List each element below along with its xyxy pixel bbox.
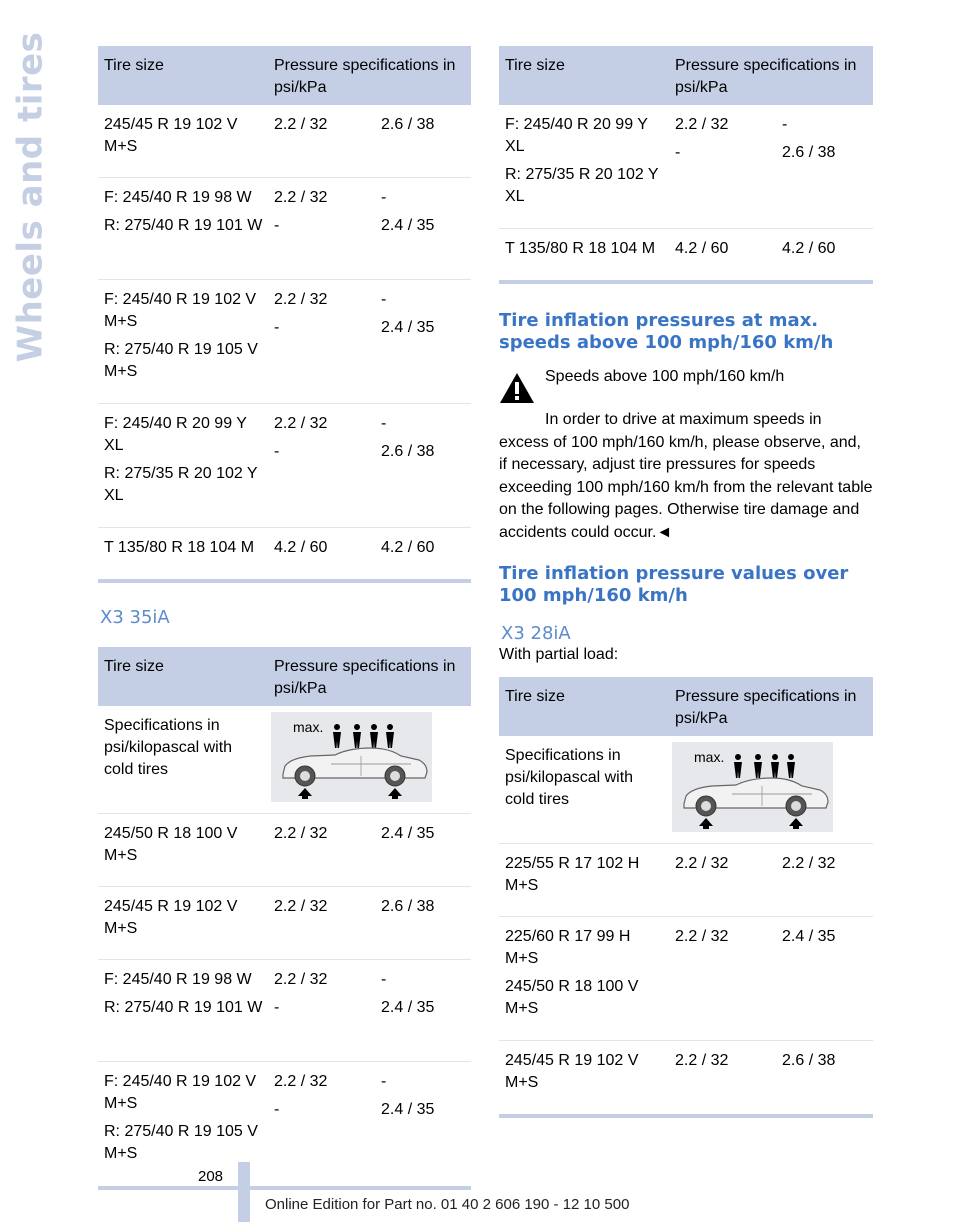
rear-pressure-cell [369, 404, 471, 527]
rear-pressure-cell [369, 960, 471, 1061]
tire-size-value: 245/50 R 18 100 V M+S [505, 977, 639, 1017]
tire-size-value: F: 245/40 R 20 99 Y XL [505, 116, 648, 155]
max-load-label: max. [293, 719, 324, 735]
front-pressure-cell [265, 1062, 369, 1186]
tire-size-cell [98, 814, 265, 886]
table-row [499, 1041, 873, 1114]
tire-size-cell [98, 178, 265, 279]
rear-pressure-cell [369, 105, 471, 177]
chapter-side-title [4, 31, 56, 363]
header-tire-size: Tire size [505, 57, 565, 74]
tire-table-x3-28ia [499, 677, 873, 1118]
table-row [98, 887, 471, 960]
rear-pressure-cell [770, 1041, 873, 1114]
tire-size-value: 245/50 R 18 100 V M+S [104, 825, 238, 864]
table-row [98, 528, 471, 579]
tire-size-cell [98, 105, 265, 177]
car-load-diagram [672, 742, 833, 832]
front-pressure-value: - [274, 999, 280, 1016]
rear-pressure-value: 2.4 / 35 [381, 999, 435, 1016]
rear-pressure-value: - [381, 415, 387, 432]
header-pressure: Pressure specifications in psi/kPa [675, 687, 857, 727]
right-column [499, 46, 873, 1118]
front-pressure-cell [265, 178, 369, 279]
front-pressure-cell [265, 960, 369, 1061]
warning-triangle-icon [499, 366, 545, 409]
rear-pressure-value: 2.4 / 35 [381, 319, 435, 336]
front-pressure-value: 2.2 / 32 [274, 189, 328, 206]
tire-size-value: R: 275/40 R 19 101 W [104, 217, 263, 234]
front-pressure-value: 2.2 / 32 [675, 1051, 729, 1069]
front-pressure-value: 4.2 / 60 [675, 240, 729, 257]
table-end-rule [98, 579, 471, 583]
left-column [98, 46, 471, 1190]
rear-pressure-value: 2.6 / 38 [782, 144, 836, 161]
load-caption: With partial load: [499, 645, 619, 663]
front-pressure-value: - [274, 217, 280, 234]
table-body [98, 814, 471, 1186]
header-tire-size: Tire size [104, 57, 164, 74]
table-row [499, 917, 873, 1041]
tire-size-value: F: 245/40 R 19 102 V M+S [104, 1073, 257, 1112]
front-pressure-cell [666, 1041, 770, 1114]
table-row [98, 1062, 471, 1186]
front-pressure-value: 2.2 / 32 [274, 971, 328, 988]
front-pressure-cell [666, 229, 770, 280]
table-row [499, 229, 873, 280]
tire-size-value: 245/45 R 19 102 V M+S [505, 1051, 639, 1091]
max-load-label: max. [694, 748, 725, 765]
front-pressure-value: 2.2 / 32 [675, 927, 729, 945]
occupant-icons [734, 754, 795, 778]
front-pressure-value: 2.2 / 32 [274, 116, 328, 133]
front-pressure-value: 4.2 / 60 [274, 539, 328, 556]
front-pressure-cell [265, 105, 369, 177]
table-row [499, 844, 873, 917]
model-heading-x3-35ia: X3 35iA [100, 607, 170, 628]
rear-pressure-cell [770, 844, 873, 916]
table-row [499, 105, 873, 229]
header-pressure: Pressure specifications in psi/kPa [274, 658, 456, 697]
rear-pressure-value: 4.2 / 60 [381, 539, 435, 556]
tire-size-value: 245/45 R 19 102 V M+S [104, 898, 238, 937]
tire-size-cell [98, 887, 265, 959]
rear-pressure-cell [369, 1062, 471, 1186]
front-pressure-value: - [274, 443, 280, 460]
table-body [499, 844, 873, 1114]
tire-table-x3-35ia [98, 647, 471, 1190]
table-row [98, 960, 471, 1062]
table-end-rule [499, 280, 873, 284]
table-end-rule [499, 1114, 873, 1118]
model-heading-x3-28ia: X3 28iA [501, 622, 571, 644]
tire-size-value: F: 245/40 R 20 99 Y XL [104, 415, 247, 454]
table-header [98, 647, 471, 706]
header-tire-size: Tire size [505, 687, 565, 705]
table-end-rule [98, 1186, 471, 1190]
table-header [499, 46, 873, 105]
car-load-image-cell [265, 706, 471, 813]
tire-size-cell [499, 1041, 666, 1114]
tire-size-cell [499, 844, 666, 916]
rear-pressure-value: 2.6 / 38 [381, 116, 435, 133]
car-load-diagram [271, 712, 432, 802]
front-pressure-value: 2.2 / 32 [274, 1073, 328, 1090]
rear-pressure-value: 2.2 / 32 [782, 854, 836, 872]
rear-pressure-cell [369, 887, 471, 959]
table-body [98, 105, 471, 579]
tire-size-cell [499, 229, 666, 280]
rear-pressure-value: - [381, 1073, 387, 1090]
tire-size-value: T 135/80 R 18 104 M [104, 539, 255, 556]
warning-title: Speeds above 100 mph/160 km/h [545, 368, 785, 385]
rear-pressure-value: 4.2 / 60 [782, 240, 836, 257]
rear-pressure-cell [369, 814, 471, 886]
front-pressure-cell [265, 528, 369, 579]
front-pressure-cell [265, 280, 369, 403]
section-heading-max-speeds: Tire inflation pressures at max. speeds above 100 mph/160 km/h [499, 310, 834, 353]
rear-pressure-cell [770, 917, 873, 1040]
tire-table-continued [98, 46, 471, 583]
tire-size-value: F: 245/40 R 19 98 W [104, 971, 252, 988]
occupant-icons [333, 724, 394, 748]
section-heading-values: Tire inflation pressure values over 100 mph/160 km/h [499, 562, 849, 606]
rear-pressure-value: 2.6 / 38 [782, 1051, 836, 1069]
front-pressure-value: 2.2 / 32 [274, 291, 328, 308]
front-pressure-cell [666, 844, 770, 916]
rear-pressure-value: 2.4 / 35 [782, 927, 836, 945]
front-pressure-value: - [675, 144, 681, 161]
tire-size-value: R: 275/40 R 19 105 V M+S [104, 1123, 258, 1162]
rear-pressure-value: - [381, 971, 387, 988]
rear-pressure-value: 2.6 / 38 [381, 898, 435, 915]
front-pressure-value: 2.2 / 32 [675, 116, 729, 133]
front-pressure-value: 2.2 / 32 [274, 415, 328, 432]
header-tire-size: Tire size [104, 658, 164, 675]
tire-size-value: R: 275/35 R 20 102 Y XL [104, 465, 258, 504]
tire-size-cell [499, 105, 666, 228]
car-load-image-cell [666, 736, 873, 843]
tire-size-value: T 135/80 R 18 104 M [505, 240, 656, 257]
rear-pressure-value: - [381, 189, 387, 206]
tire-size-value: R: 275/40 R 19 105 V M+S [104, 341, 258, 380]
tire-size-value: R: 275/40 R 19 101 W [104, 999, 263, 1016]
front-pressure-cell [265, 404, 369, 527]
front-pressure-value: - [274, 1101, 280, 1118]
table-row-image [98, 706, 471, 814]
rear-pressure-value: - [782, 116, 788, 133]
footer-divider [238, 1162, 250, 1222]
page-number: 208 [198, 1168, 224, 1185]
tire-size-value: R: 275/35 R 20 102 Y XL [505, 166, 659, 205]
rear-pressure-cell [369, 178, 471, 279]
rear-pressure-value: 2.4 / 35 [381, 217, 435, 234]
front-pressure-cell [265, 887, 369, 959]
warning-block [499, 366, 873, 409]
chapter-title-text: Wheels and tires [10, 31, 51, 363]
table-row [98, 814, 471, 887]
table-row [98, 404, 471, 528]
tire-size-cell [98, 404, 265, 527]
warning-text: In order to drive at maximum speeds in excess of 100 mph/160 km/h, please observe, and, if necessary, adjust tire pressures for speeds exceeding 100 mph/160 km/h from the relevant table on the following pages. Otherwise tire damage and accidents could occur.◄ [499, 411, 873, 541]
table-row [98, 178, 471, 280]
rear-pressure-value: 2.6 / 38 [381, 443, 435, 460]
header-pressure: Pressure specifications in psi/kPa [675, 57, 857, 96]
front-pressure-value: 2.2 / 32 [274, 825, 328, 842]
tire-size-cell [98, 280, 265, 403]
tire-table-continued-right [499, 46, 873, 284]
front-pressure-cell [265, 814, 369, 886]
tire-size-cell [499, 917, 666, 1040]
spec-caption: Specifications in psi/kilopascal with cold tires [505, 746, 634, 808]
rear-pressure-cell [770, 229, 873, 280]
tire-size-cell [98, 528, 265, 579]
rear-pressure-cell [369, 280, 471, 403]
header-pressure: Pressure specifications in psi/kPa [274, 57, 456, 96]
front-pressure-value: 2.2 / 32 [274, 898, 328, 915]
tire-size-cell [98, 960, 265, 1061]
rear-pressure-value: 2.4 / 35 [381, 1101, 435, 1118]
front-pressure-value: 2.2 / 32 [675, 854, 729, 872]
tire-size-value: F: 245/40 R 19 98 W [104, 189, 252, 206]
table-row [98, 280, 471, 404]
front-pressure-cell [666, 105, 770, 228]
tire-size-value: 225/60 R 17 99 H M+S [505, 927, 631, 967]
rear-pressure-cell [369, 528, 471, 579]
spec-caption: Specifications in psi/kilopascal with cold tires [104, 717, 233, 778]
table-row-image [499, 736, 873, 844]
tire-size-value: F: 245/40 R 19 102 V M+S [104, 291, 257, 330]
table-header [499, 677, 873, 736]
tire-size-value: 225/55 R 17 102 H M+S [505, 854, 640, 894]
rear-pressure-value: 2.4 / 35 [381, 825, 435, 842]
table-header [98, 46, 471, 105]
rear-pressure-value: - [381, 291, 387, 308]
table-body [499, 105, 873, 280]
edition-text: Online Edition for Part no. 01 40 2 606 190 - 12 10 500 [265, 1196, 630, 1213]
front-pressure-value: - [274, 319, 280, 336]
table-row [98, 105, 471, 178]
tire-size-value: 245/45 R 19 102 V M+S [104, 116, 238, 155]
front-pressure-cell [666, 917, 770, 1040]
rear-pressure-cell [770, 105, 873, 228]
